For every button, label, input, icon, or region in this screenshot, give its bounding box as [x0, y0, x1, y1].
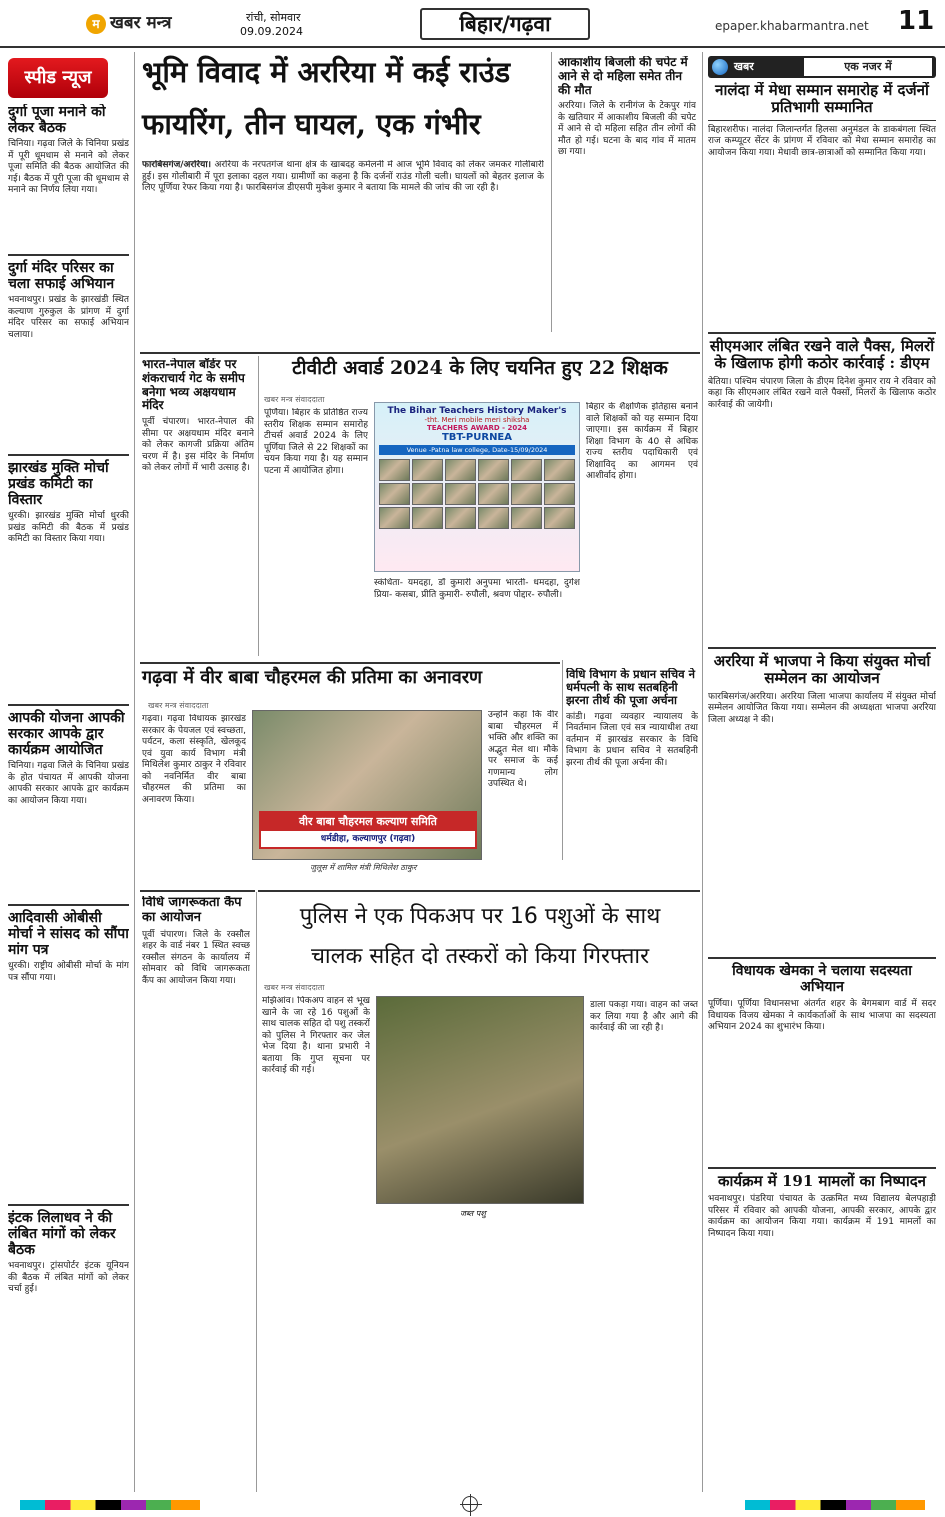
teacher-body: पूर्णिया। बिहार के प्रतिष्ठित राज्य स्तरीय शिक्षक सम्मान समारोह टीचर्स अवार्ड 2024 के लिए पूर्णिया जिले से 22 शिक्षकों का चयन किया गया है। यह सम्मान पटना में आयोजित होगा। — [264, 408, 368, 476]
strip-label: खबर — [734, 60, 754, 73]
poster-portrait-grid — [375, 457, 579, 531]
police-byline: खबर मन्त्र संवाददाता — [264, 983, 325, 992]
poster-place: TBT-PURNEA — [441, 432, 513, 443]
lightning-story — [558, 56, 696, 336]
poster-subtitle: -tht. Meri mobile meri shiksha — [424, 416, 530, 424]
color-bar-left — [20, 1500, 200, 1510]
police-text-2 — [590, 1000, 698, 1480]
police-body-2: डाला पकड़ा गया। वाहन को जब्त कर लिया गया है और आगे की कार्रवाई की जा रही है। — [590, 1000, 698, 1033]
lead-headline-line2: फायरिंग, तीन घायल, एक गंभीर — [142, 107, 481, 141]
right-item-headline: कार्यक्रम में 191 मामलों का निष्पादन — [717, 1172, 926, 1190]
camp-story — [142, 896, 250, 1486]
left-item-2 — [8, 254, 129, 454]
lead-text — [142, 160, 544, 345]
lightning-body: अररिया। जिले के रानीगंज के टेकपुर गांव के खतियार में आकाशीय बिजली की चपेट में आने से दो महिला सहित तीन लोगों की मौत हो गई। घटना के बाद गांव में मातम छा गया। — [558, 101, 696, 158]
masthead-city-day: रांची, सोमवार — [246, 11, 301, 24]
right-item-1 — [708, 82, 936, 332]
masthead-date: 09.09.2024 — [240, 25, 303, 38]
left-item-body: चिनिया। गढ़वा जिले के चिनिया प्रखंड के होत पंचायत में आपकी योजना आपकी सरकार आपके द्वार कार्यक्रम का आयोजन किया गया। — [8, 761, 129, 806]
right-item-body: बिहारशरीफ। नालंदा जिलान्तर्गत हिलसा अनुमंडल के डाकबंगला स्थित राज कम्प्यूटर सेंटर के प्रांगण में रविवार को मेधा सम्मान समारोह का आयोजन किया गया। मेधावी छात्र-छात्राओं को सम्मानित किया गया। — [708, 124, 936, 158]
garhwa-procession-photo — [252, 710, 482, 860]
garhwa-photo-caption: जुलूस में शामिल मंत्री मिथिलेश ठाकुर — [310, 863, 417, 872]
color-bar-right — [745, 1500, 925, 1510]
garhwa-banner — [259, 811, 477, 849]
police-text — [262, 996, 370, 1486]
strip-title: एक नजर में — [804, 58, 932, 76]
police-photo-caption: जब्त पशु — [460, 1209, 486, 1218]
border-story-headline: भारत-नेपाल बॉर्डर पर शंकराचार्य गेट के समीप बनेगा भव्य अक्षयधाम मंदिर — [142, 358, 245, 413]
seized-cattle-photo — [376, 996, 584, 1204]
right-item-5 — [708, 1167, 936, 1487]
garhwa-text-2 — [488, 710, 558, 850]
right-item-body: बेतिया। पश्चिम चंपारण जिला के डीएम दिनेश कुमार राय ने रविवार को कहा कि सीएमआर लंबित रखने वाले पैक्सों, मिलरों के खिलाफ कठोर कार्रवाई की जायेगी। — [708, 376, 936, 410]
left-item-body: भवनाथपुर। ट्रांसपोर्टर इंटक यूनियन की बैठक में लंबित मांगों को लेकर चर्चा हुई। — [8, 1261, 129, 1295]
law-story — [566, 668, 698, 868]
law-body: कांडी। गढ़वा व्यवहार न्यायालय के निवर्तमान जिला एवं सत्र न्यायाधीश तथा वर्तमान में झारखंड सरकार के विधि विभाग के प्रधान सचिव ने सतबहिनी झरना तीर्थ की पूजा अर्चना की। — [566, 711, 698, 768]
teacher-names-text: स्कंधिता- यमदहा, डॉ कुमारी अनुपमा भारती- धमदहा, दुर्गेश प्रिया- कसबा, प्रीति कुमारी- रुपौली, श्रवण पोद्दार- रुपौली। — [374, 578, 580, 600]
epaper-url[interactable]: epaper.khabarmantra.net — [715, 19, 869, 33]
left-item-headline: दुर्गा मंदिर परिसर का चला सफाई अभियान — [8, 260, 115, 293]
garhwa-body: गढ़वा। गढ़वा विधायक झारखंड सरकार के पेयजल एवं स्वच्छता, पर्यटन, कला संस्कृति, खेलकूद एवं युवा कार्य विभाग मंत्री मिथिलेश कुमार ठाकुर ने रविवार को नवनिर्मित वीर बाबा चौहरमल की प्रतिमा का अनावरण किया। — [142, 714, 246, 805]
right-item-body: पूर्णिया। पूर्णिया विधानसभा अंतर्गत शहर के बेगमबाग वार्ड में सदर विधायक विजय खेमका ने कार्यकर्ताओं के साथ भाजपा का सदस्यता अभियान 2024 का शुभारंभ किया। — [708, 999, 936, 1033]
right-item-body: फारबिसगंज/अररिया। अररिया जिला भाजपा कार्यालय में संयुक्त मोर्चा सम्मेलन आयोजित किया गया। सम्मेलन की अध्यक्षता भाजपा अररिया जिला अध्यक्ष ने की। — [708, 691, 936, 725]
border-story — [142, 358, 254, 658]
footer-registration-mark — [462, 1496, 478, 1512]
police-headline-line2: चालक सहित दो तस्करों को किया गिरफ्तार — [310, 944, 650, 969]
left-item-4 — [8, 704, 129, 904]
left-item-3 — [8, 454, 129, 704]
left-item-body: चिनिया। गढ़वा जिले के चिनिया प्रखंड में पूरी धूमधाम से मनाने को लेकर पूजा समिति की बैठक आयोजित की गई। बैठक में पूरी पूजा की धूमधाम से मनाने का निर्णय लिया गया। — [8, 139, 129, 196]
left-item-5 — [8, 904, 129, 1204]
left-item-body: धुरकी। राष्ट्रीय ओबीसी मोर्चा के मांग पत्र सौंपा गया। — [8, 961, 129, 983]
lead-headline-line1: भूमि विवाद में अररिया में कई राउंड — [142, 55, 511, 89]
right-item-headline: अररिया में भाजपा ने किया संयुक्त मोर्चा सम्मेलन का आयोजन — [713, 652, 931, 688]
lead-body: अररिया के नरपतगंज थाना क्षेत्र के खाबदह कमेलनी में आज भूमि विवाद को लेकर जमकर गोलीबारी हुई। इस गोलीबारी में पूरा इलाका दहल गया। ग्रामीणों का कहना है कि दर्जनों राउंड गोली चली। घायलों को बेहतर इलाज के लिए पूर्णिया रेफर किया गया है। फारबिसगंज डीएसपी मुकेश कुमार ने बताया कि मामले की जांच की जा रही है। — [142, 160, 544, 193]
left-item-6 — [8, 1204, 129, 1484]
garhwa-banner-title: वीर बाबा चौहरमल कल्याण समिति — [261, 813, 475, 831]
garhwa-body-2: उन्होंने कहा कि वीर बाबा चौहरमल में भक्ति और शक्ति का अद्भुत मेल था। मौके पर समाज के कई गणमान्य लोग उपस्थित थे। — [488, 710, 558, 789]
border-story-body: पूर्वी चंपारण। भारत-नेपाल की सीमा पर अक्षयधाम मंदिर बनाने को लेकर कागजी प्रक्रिया अंतिम चरण में है। इस मंदिर के निर्माण को लेकर लोगों में भारी उत्साह है। — [142, 417, 254, 474]
speed-news-label: स्पीड न्यूज — [24, 67, 92, 88]
teacher-names — [374, 578, 580, 656]
masthead — [0, 0, 945, 48]
law-headline: विधि विभाग के प्रधान सचिव ने धर्मपत्नी के साथ सतबहिनी झरना तीर्थ की पूजा अर्चना — [566, 668, 695, 708]
section-title: बिहार/गढ़वा — [420, 8, 590, 40]
right-news-column — [708, 82, 936, 1492]
left-item-headline: आपकी योजना आपकी सरकार आपके द्वार कार्यक्रम आयोजित — [8, 710, 125, 759]
left-item-headline: झारखंड मुक्ति मोर्चा प्रखंड कमिटी का विस्तार — [8, 460, 109, 509]
garhwa-text — [142, 714, 246, 844]
police-body: मझिआंव। पिकअप वाहन से भूख खाने के जा रहे 16 पशुओं के साथ चालक सहित दो पशु तस्करों को पुलिस ने गिरफ्तार कर जेल भेज दिया है। थाना प्रभारी ने बताया कि गुप्त सूचना पर कार्रवाई की गई। — [262, 996, 370, 1075]
poster-venue: Venue -Patna law college, Date-15/09/2024 — [379, 445, 575, 455]
left-item-headline: दुर्गा पूजा मनाने को लेकर बैठक — [8, 104, 106, 137]
poster-title: The Bihar Teachers History Maker's — [387, 406, 567, 416]
right-item-3 — [708, 647, 936, 957]
left-news-column — [8, 104, 129, 1484]
camp-body: पूर्वी चंपारण। जिले के रक्सौल शहर के वार्ड नंबर 1 स्थित स्वच्छ रक्सौल संगठन के कार्यालय में सोमवार को विधि जागरूकता कैंप का आयोजन किया गया। — [142, 929, 250, 986]
poster-award: TEACHERS AWARD - 2024 — [426, 424, 527, 432]
right-item-headline: सीएमआर लंबित रखने वाले पैक्स, मिलरों के खिलाफ होगी कठोर कार्रवाई : डीएम — [709, 337, 935, 373]
right-item-2 — [708, 332, 936, 647]
teacher-right-col — [586, 402, 698, 658]
police-headline-line1: पुलिस ने एक पिकअप पर 16 पशुओं के साथ — [299, 904, 661, 929]
page-number: 11 — [898, 6, 935, 36]
teacher-award-poster — [374, 402, 580, 572]
teacher-text — [264, 408, 368, 658]
right-item-headline: नालंदा में मेधा सम्मान समारोह में दर्जनों प्रतिभागी सम्मानित — [708, 82, 936, 121]
left-item-1 — [8, 104, 129, 254]
right-item-body: भवनाथपुर। पंडरिया पंचायत के उत्क्रमित मध्य विद्यालय बेलपहाड़ी परिसर में रविवार को आपकी योजना, आपकी सरकार, आपके द्वार कार्यक्रम का आयोजन किया गया। कार्यक्रम में 191 मामलों का निष्पादन किया गया। — [708, 1194, 936, 1239]
brand-logo-icon: म — [86, 14, 106, 34]
right-item-4 — [708, 957, 936, 1167]
teacher-headline: टीवीटी अवार्ड 2024 के लिए चयनित हुए 22 शिक्षक — [292, 357, 668, 379]
teacher-byline: खबर मन्त्र संवाददाता — [264, 395, 325, 404]
garhwa-banner-sub: धर्मडीहा, कल्याणपुर (गढ़वा) — [320, 834, 416, 844]
left-item-body: धुरकी। झारखंड मुक्ति मोर्चा धुरकी प्रखंड कमिटी की बैठक में प्रखंड कमिटी का विस्तार किया गया। — [8, 511, 129, 545]
left-item-body: भवनाथपुर। प्रखंड के झारखंडी स्थित कल्याण गुरुकुल के प्रांगण में दुर्गा मंदिर परिसर का सफाई अभियान चलाया। — [8, 295, 129, 340]
globe-icon — [712, 59, 728, 75]
right-item-headline: विधायक खेमका ने चलाया सदस्यता अभियान — [732, 963, 912, 996]
garhwa-byline: खबर मन्त्र संवाददाता — [148, 701, 209, 710]
left-item-headline: आदिवासी ओबीसी मोर्चा ने सांसद को सौंपा मांग पत्र — [8, 910, 129, 959]
teacher-right-body: बिहार के शैक्षणिक इतिहास बनाने वाले शिक्षकों को यह सम्मान दिया जाएगा। इस कार्यक्रम में बिहार शिक्षा विभाग के 40 से अधिक राज्य स्तरीय पदाधिकारी एवं शिक्षाविद् का आगमन एवं आशीर्वाद होगा। — [586, 402, 698, 481]
lightning-headline: आकाशीय बिजली की चपेट में आने से दो महिला समेत तीन की मौत — [558, 56, 688, 97]
speed-news-badge — [8, 58, 108, 98]
brand-name: खबर मन्त्र — [110, 13, 172, 33]
garhwa-headline: गढ़वा में वीर बाबा चौहरमल की प्रतिमा का अनावरण — [142, 667, 483, 688]
ek-nazar-strip — [708, 56, 936, 78]
lead-dateline: फारबिसगंज/अररिया। — [142, 160, 212, 170]
camp-headline: विधि जागरूकता कैंप का आयोजन — [142, 896, 242, 925]
left-item-headline: इंटक लिलाधव ने की लंबित मांगों को लेकर बैठक — [8, 1210, 116, 1259]
